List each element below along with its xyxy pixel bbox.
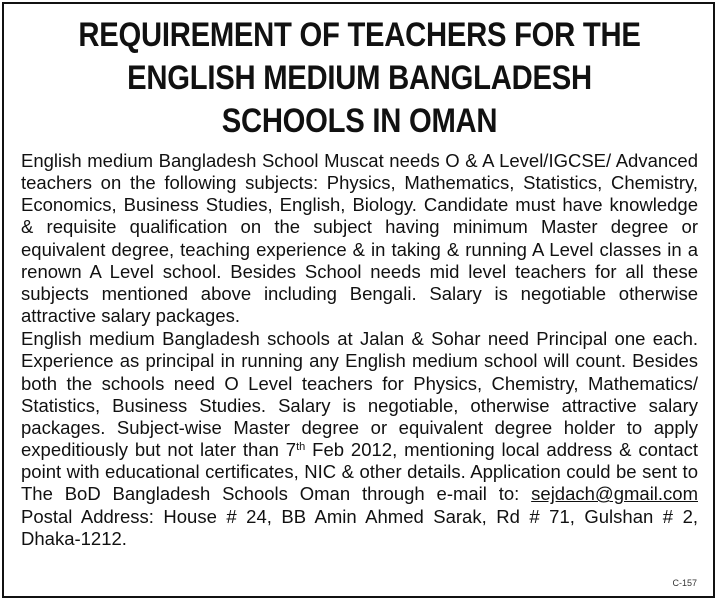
advertisement-body [21, 150, 698, 550]
paragraph-2-part-1: English medium Bangladesh schools at Jalan & Sohar need Principal one each. Experience as principal in running any English medium school will count. Besides both the schools need O Level teachers for Physics, Chemistry, Mathematics/ Statistics, Business Studies. Salary is negotiable, otherwise attractive salary packages. Subject-wise Master degree or equivalent degree holder to apply expeditiously but not later than 7 [21, 328, 698, 461]
paragraph-muscat: English medium Bangladesh School Muscat needs O & A Level/IGCSE/ Advanced teachers on the following subjects: Physics, Mathematics, Statistics, Chemistry, Economics, Business Studies, English, Biology. Candidate must have knowledge & requisite qualification on the subject having minimum Master degree or equivalent degree, teaching experience & in taking & running A Level classes in a renown A Level school. Besides School needs mid level teachers for all these subjects mentioned above including Bengali. Salary is negotiable otherwise attractive salary packages. [21, 150, 698, 327]
paragraph-2-part-3: Postal Address: House # 24, BB Amin Ahmed Sarak, Rd # 71, Gulshan # 2, Dhaka-1212. [21, 505, 698, 549]
headline [50, 14, 668, 143]
date-superscript: th [296, 441, 306, 454]
headline-line-1: REQUIREMENT OF TEACHERS FOR THE [78, 16, 641, 54]
reference-code: C-157 [672, 578, 697, 588]
paragraph-jalan-sohar [21, 328, 698, 550]
headline-line-3: SCHOOLS IN OMAN [221, 102, 498, 140]
headline-line-2: ENGLISH MEDIUM BANGLADESH [127, 59, 592, 97]
email-link[interactable]: sejdach@gmail.com [531, 483, 698, 505]
paragraph-2-part-2: Feb 2012, mentioning local address & contact point with educational certificates, NIC & other details. Application could be sent to The BoD Bangladesh Schools Oman through e-mail to: [21, 439, 698, 505]
